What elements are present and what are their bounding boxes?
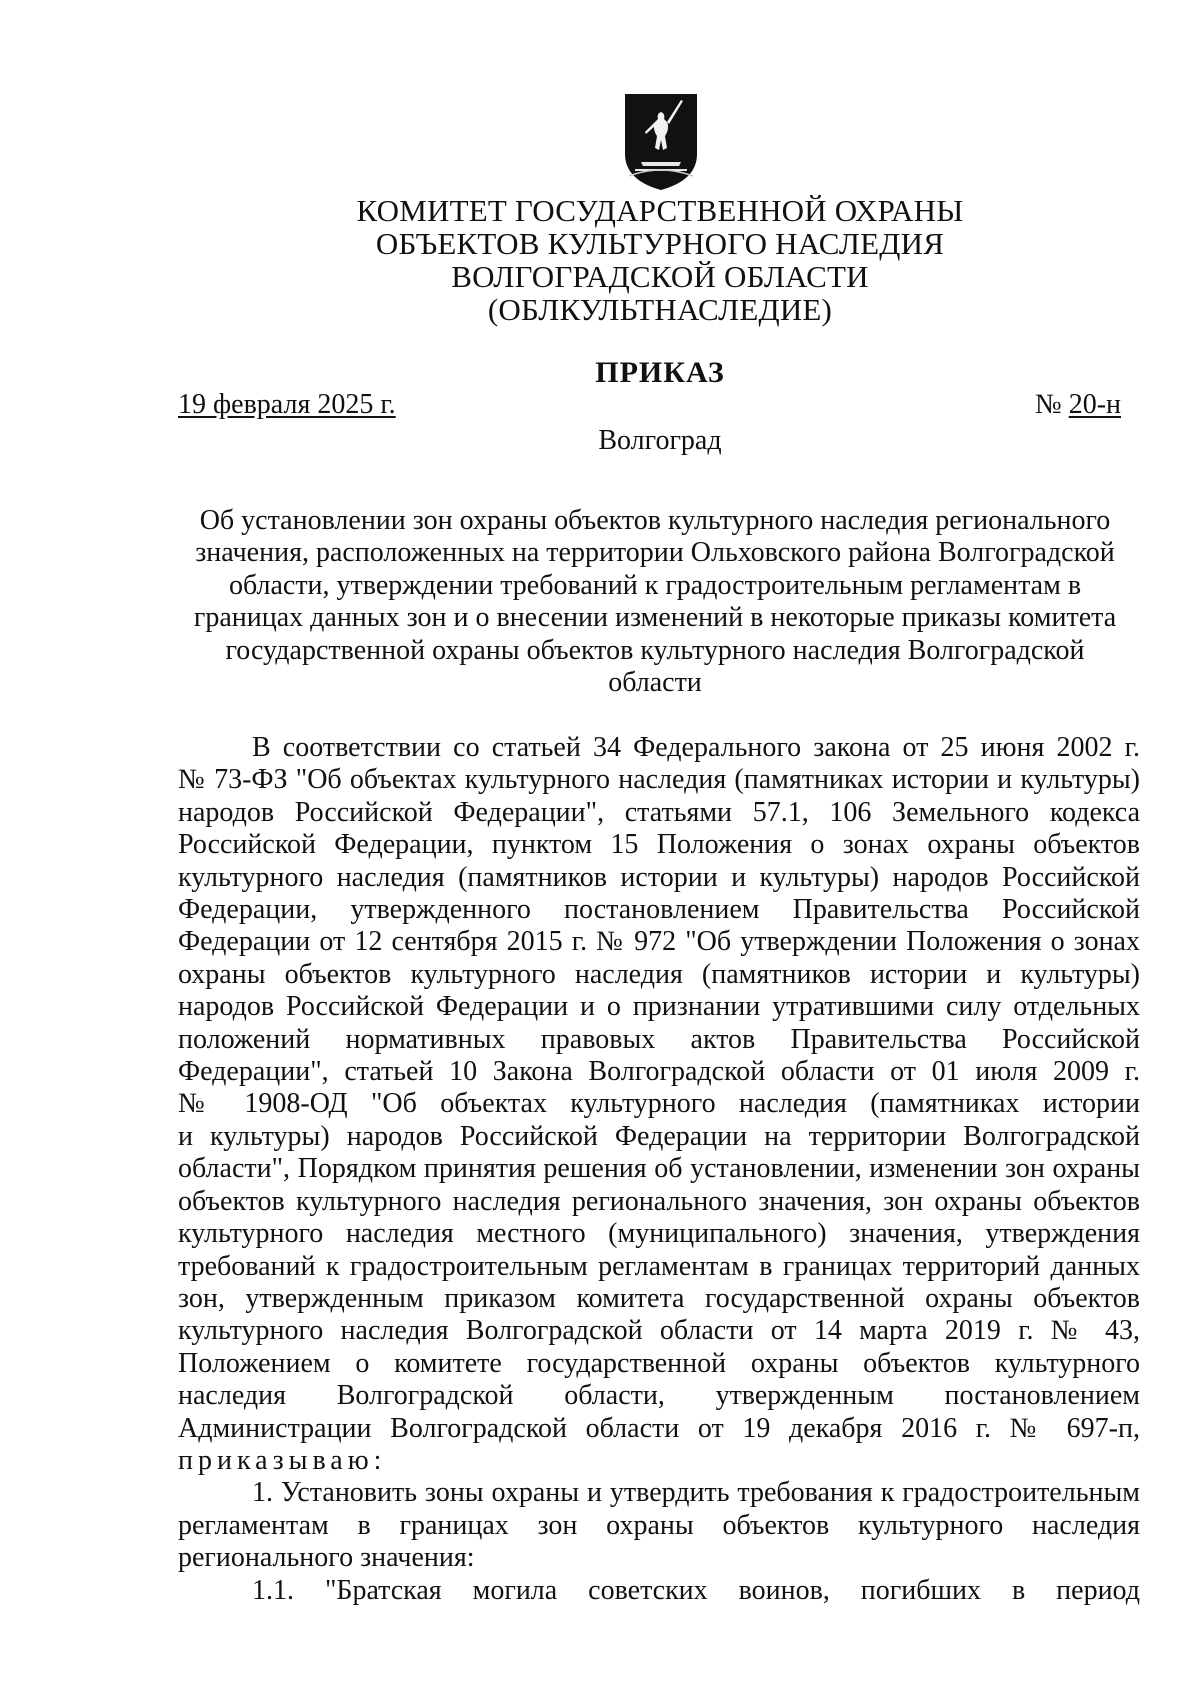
document-number <box>1035 389 1121 421</box>
preamble-line: культурного наследия (памятников истории и культуры) народов Российской <box>178 861 1140 893</box>
document-date: 19 февраля 2025 г. <box>178 389 396 420</box>
document-number-prefix: № <box>1035 389 1062 420</box>
document-city: Волгоград <box>598 425 722 456</box>
preamble-line: Российской Федерации, пунктом 15 Положения о зонах охраны объектов <box>178 829 1140 861</box>
preamble-line: требований к градостроительным регламентам в границах территорий данных <box>178 1250 1140 1282</box>
preamble-line: № 73-ФЗ "Об объектах культурного наследия (памятниках истории и культуры) <box>178 764 1140 796</box>
item-1-line: 1. Установить зоны охраны и утвердить требования к градостроительным <box>252 1477 1140 1509</box>
document-subject <box>170 505 1140 699</box>
organization-name <box>260 194 1060 326</box>
organization-line: (ОБЛКУЛЬТНАСЛЕДИЕ) <box>487 292 833 327</box>
preamble-line: народов Российской Федерации и о признании утратившими силу отдельных <box>178 991 1140 1023</box>
preamble-line: охраны объектов культурного наследия (памятников истории и культуры) <box>178 958 1140 990</box>
item-1-line: регионального значения: <box>178 1542 475 1574</box>
preamble-line: объектов культурного наследия регионального значения, зон охраны объектов <box>178 1185 1140 1217</box>
preamble-line: Федерации", статьей 10 Закона Волгоградской области от 01 июля 2009 г. <box>178 1056 1140 1088</box>
subject-line: границах данных зон и о внесении изменений в некоторые приказы комитета <box>193 602 1117 634</box>
item-1-1-line: 1.1. "Братская могила советских воинов, погибших в период <box>252 1574 1140 1606</box>
subject-line: области, утверждении требований к градостроительным регламентам в <box>228 569 1082 601</box>
preamble-line: Федерации, утвержденного постановлением Правительства Российской <box>178 894 1140 926</box>
subject-line: области <box>608 667 702 699</box>
subject-line: значения, расположенных на территории Ольховского района Волгоградской <box>195 537 1115 569</box>
coat-of-arms-icon <box>621 92 701 192</box>
preamble-line: народов Российской Федерации", статьями 57.1, 106 Земельного кодекса <box>178 796 1140 828</box>
item-1-line: регламентам в границах зон охраны объектов культурного наследия <box>178 1509 1140 1541</box>
preamble-line: № 1908-ОД "Об объектах культурного наследия (памятниках истории <box>178 1088 1140 1120</box>
preamble-line: зон, утвержденным приказом комитета государственной охраны объектов <box>178 1282 1140 1314</box>
preamble-line: и культуры) народов Российской Федерации на территории Волгоградской <box>178 1120 1140 1152</box>
organization-line: ОБЪЕКТОВ КУЛЬТУРНОГО НАСЛЕДИЯ <box>375 226 945 261</box>
preamble-line: культурного наследия Волгоградской области от 14 марта 2019 г. № 43, <box>178 1315 1140 1347</box>
preamble-line: Федерации от 12 сентября 2015 г. № 972 "Об утверждении Положения о зонах <box>178 926 1140 958</box>
preamble-line: В соответствии со статьей 34 Федерального закона от 25 июня 2002 г. <box>252 732 1140 763</box>
organization-line: КОМИТЕТ ГОСУДАРСТВЕННОЙ ОХРАНЫ <box>356 193 964 228</box>
preamble-line: Администрации Волгоградской области от 19 декабря 2016 г. № 697-п, <box>178 1412 1140 1444</box>
subject-line: государственной охраны объектов культурного наследия Волгоградской <box>225 634 1085 666</box>
order-word: приказываю: <box>178 1444 387 1476</box>
preamble-line: культурного наследия местного (муниципального) значения, утверждения <box>178 1218 1140 1250</box>
organization-line: ВОЛГОГРАДСКОЙ ОБЛАСТИ <box>451 259 869 294</box>
document-number-value: 20-н <box>1068 389 1122 420</box>
preamble-line: области", Порядком принятия решения об установлении, изменении зон охраны <box>178 1153 1140 1185</box>
preamble-line: Положением о комитете государственной охраны объектов культурного <box>178 1347 1140 1379</box>
coat-of-arms-emblem <box>621 92 701 192</box>
document-type: ПРИКАЗ <box>595 356 725 389</box>
preamble-line: наследия Волгоградской области, утвержденным постановлением <box>178 1380 1140 1412</box>
preamble-line: положений нормативных правовых актов Правительства Российской <box>178 1023 1140 1055</box>
subject-line: Об установлении зон охраны объектов культурного наследия регионального <box>199 505 1111 536</box>
document-body <box>178 732 1140 1607</box>
